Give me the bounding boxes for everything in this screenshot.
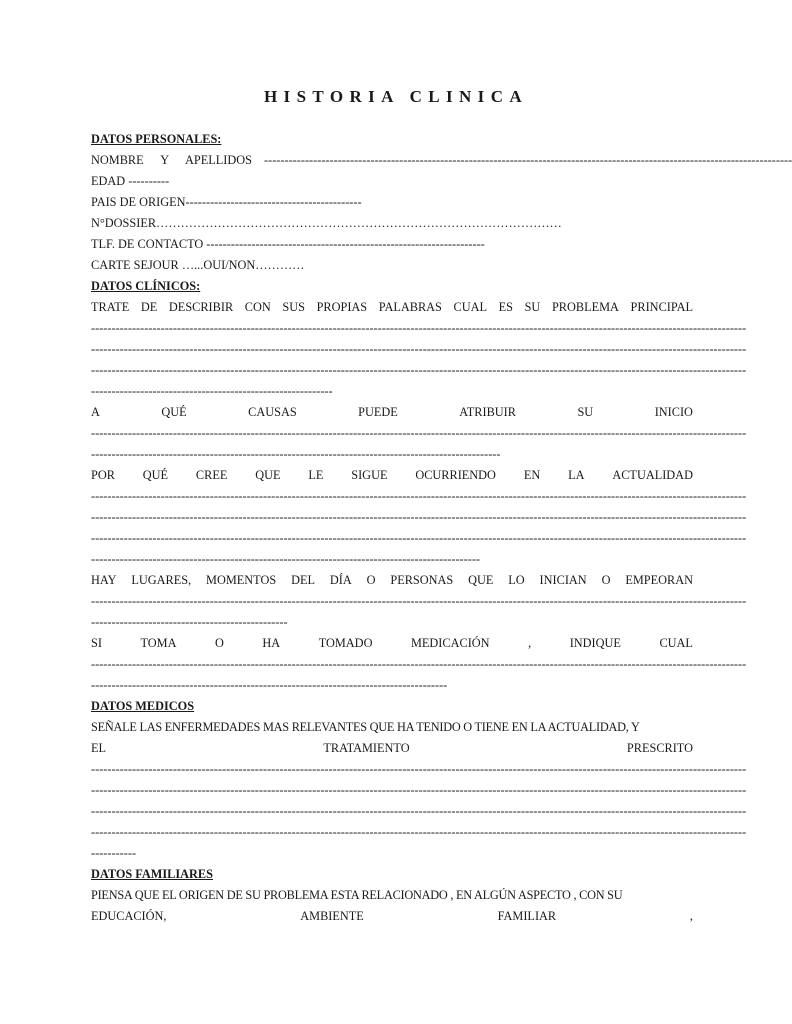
- answer-line: ----------------------------------------------------------------------------------------------------------------------------------------------------------------: [91, 531, 747, 545]
- justified-word: CAUSAS: [248, 405, 297, 419]
- justified-word: DESCRIBIR: [168, 300, 234, 314]
- section-heading-medical: DATOS MEDICOS: [91, 699, 195, 713]
- justified-word: PALABRAS: [378, 300, 442, 314]
- document-title: HISTORIA CLINICA: [263, 87, 529, 106]
- justified-word: EDUCACIÓN,: [91, 909, 167, 923]
- justified-word: INICIO: [654, 405, 693, 419]
- section-heading-personal: DATOS PERSONALES:: [91, 132, 222, 146]
- justified-word: SIGUE: [351, 468, 388, 482]
- justified-word: O: [601, 573, 611, 587]
- justified-word: O: [214, 636, 224, 650]
- justified-word: TRATAMIENTO: [323, 741, 410, 755]
- justified-word: FAMILIAR: [497, 909, 557, 923]
- justified-word: TRATE: [91, 300, 130, 314]
- justified-word: HAY: [91, 573, 117, 587]
- justified-word: ,: [689, 909, 693, 923]
- question-enfermedades: SEÑALE LAS ENFERMEDADES MAS RELEVANTES QUE HA TENIDO O TIENE EN LA ACTUALIDAD, Y: [91, 720, 640, 734]
- justified-word: SU: [577, 405, 594, 419]
- nombre-label: [91, 150, 252, 171]
- field-dossier: N°DOSSIER………………………………………………………………………………………: [91, 216, 562, 230]
- justified-word: LO: [508, 573, 525, 587]
- justified-word: CON: [244, 300, 271, 314]
- question-problema-principal: [91, 297, 693, 318]
- answer-line: ----------------------------------------------------------------------------------------------------------------------------------------------------------------: [91, 426, 747, 440]
- justified-word: MEDICACIÓN: [410, 636, 490, 650]
- justified-word: TOMA: [140, 636, 177, 650]
- justified-word: LE: [308, 468, 324, 482]
- answer-line: ----------------------------------------------------------------------------------------------------------------------------------------------------------------: [91, 783, 747, 797]
- justified-word: EN: [523, 468, 541, 482]
- justified-word: PUEDE: [358, 405, 398, 419]
- justified-word: ES: [498, 300, 513, 314]
- justified-word: CUAL: [659, 636, 693, 650]
- section-heading-clinical: DATOS CLÍNICOS:: [91, 279, 201, 293]
- justified-word: MOMENTOS: [206, 573, 277, 587]
- justified-word: PERSONAS: [390, 573, 454, 587]
- justified-word: PROBLEMA: [551, 300, 619, 314]
- justified-word: QUE: [255, 468, 281, 482]
- question-causas-inicio: [91, 402, 693, 423]
- answer-line-tail: -----------: [91, 846, 137, 860]
- answer-line-tail: -----------------------------------------------------------------------------------------------: [91, 552, 481, 566]
- justified-word: EMPEORAN: [625, 573, 693, 587]
- justified-word: HA: [262, 636, 281, 650]
- document-content: [91, 85, 792, 927]
- justified-word: INDIQUE: [569, 636, 621, 650]
- justified-word: SI: [91, 636, 102, 650]
- answer-line: ----------------------------------------------------------------------------------------------------------------------------------------------------------------: [91, 804, 747, 818]
- justified-word: A: [91, 405, 100, 419]
- justified-word: DE: [140, 300, 158, 314]
- justified-word: INICIAN: [539, 573, 587, 587]
- question-tratamiento: [91, 738, 693, 759]
- justified-word: EL: [91, 741, 107, 755]
- question-origen-problema: PIENSA QUE EL ORIGEN DE SU PROBLEMA ESTA RELACIONADO , EN ALGÚN ASPECTO , CON SU: [91, 888, 623, 902]
- justified-word: QUÉ: [142, 468, 169, 482]
- answer-line-tail: ----------------------------------------------------------------------------------------------------: [91, 447, 501, 461]
- nombre-fill: ---------------------------------------------------------------------------------------------------------------------------------: [264, 153, 792, 167]
- field-pais: PAIS DE ORIGEN-------------------------------------------: [91, 195, 362, 209]
- answer-line-tail: -----------------------------------------------------------: [91, 384, 333, 398]
- section-heading-family: DATOS FAMILIARES: [91, 867, 213, 881]
- answer-line: ----------------------------------------------------------------------------------------------------------------------------------------------------------------: [91, 363, 747, 377]
- justified-word: SUS: [282, 300, 305, 314]
- justified-word: SU: [524, 300, 541, 314]
- justified-word: TOMADO: [318, 636, 373, 650]
- nombre-label-text: NOMBRE Y APELLIDOS: [91, 153, 252, 167]
- justified-word: OCURRIENDO: [415, 468, 496, 482]
- answer-line: ----------------------------------------------------------------------------------------------------------------------------------------------------------------: [91, 762, 747, 776]
- answer-line: ----------------------------------------------------------------------------------------------------------------------------------------------------------------: [91, 321, 747, 335]
- answer-line: ----------------------------------------------------------------------------------------------------------------------------------------------------------------: [91, 657, 747, 671]
- justified-word: DÍA: [329, 573, 352, 587]
- justified-word: O: [366, 573, 376, 587]
- justified-word: CUAL: [453, 300, 487, 314]
- answer-line: ----------------------------------------------------------------------------------------------------------------------------------------------------------------: [91, 489, 747, 503]
- justified-word: LA: [568, 468, 585, 482]
- answer-line: ----------------------------------------------------------------------------------------------------------------------------------------------------------------: [91, 594, 747, 608]
- justified-word: CREE: [195, 468, 228, 482]
- field-carte-sejour: CARTE SEJOUR …...OUI/NON…………: [91, 258, 305, 272]
- justified-word: PROPIAS: [316, 300, 368, 314]
- justified-word: ,: [528, 636, 532, 650]
- field-telefono: TLF. DE CONTACTO --------------------------------------------------------------------: [91, 237, 485, 251]
- justified-word: QUÉ: [161, 405, 187, 419]
- justified-word: ATRIBUIR: [459, 405, 516, 419]
- justified-word: DEL: [291, 573, 315, 587]
- justified-word: AMBIENTE: [300, 909, 364, 923]
- question-sigue-ocurriendo: [91, 465, 693, 486]
- justified-word: PRINCIPAL: [630, 300, 693, 314]
- answer-line: ----------------------------------------------------------------------------------------------------------------------------------------------------------------: [91, 342, 747, 356]
- question-lugares-momentos: [91, 570, 693, 591]
- question-educacion-ambiente: [91, 906, 693, 927]
- answer-line-tail: ------------------------------------------------: [91, 615, 288, 629]
- justified-word: ACTUALIDAD: [612, 468, 693, 482]
- justified-word: LUGARES,: [131, 573, 192, 587]
- answer-line: ----------------------------------------------------------------------------------------------------------------------------------------------------------------: [91, 510, 747, 524]
- answer-line: ----------------------------------------------------------------------------------------------------------------------------------------------------------------: [91, 825, 747, 839]
- justified-word: POR: [91, 468, 115, 482]
- justified-word: PRESCRITO: [626, 741, 693, 755]
- field-nombre: [91, 150, 792, 171]
- question-medicacion: [91, 633, 693, 654]
- justified-word: QUE: [468, 573, 494, 587]
- answer-line-tail: ---------------------------------------------------------------------------------------: [91, 678, 448, 692]
- field-edad: EDAD ----------: [91, 174, 170, 188]
